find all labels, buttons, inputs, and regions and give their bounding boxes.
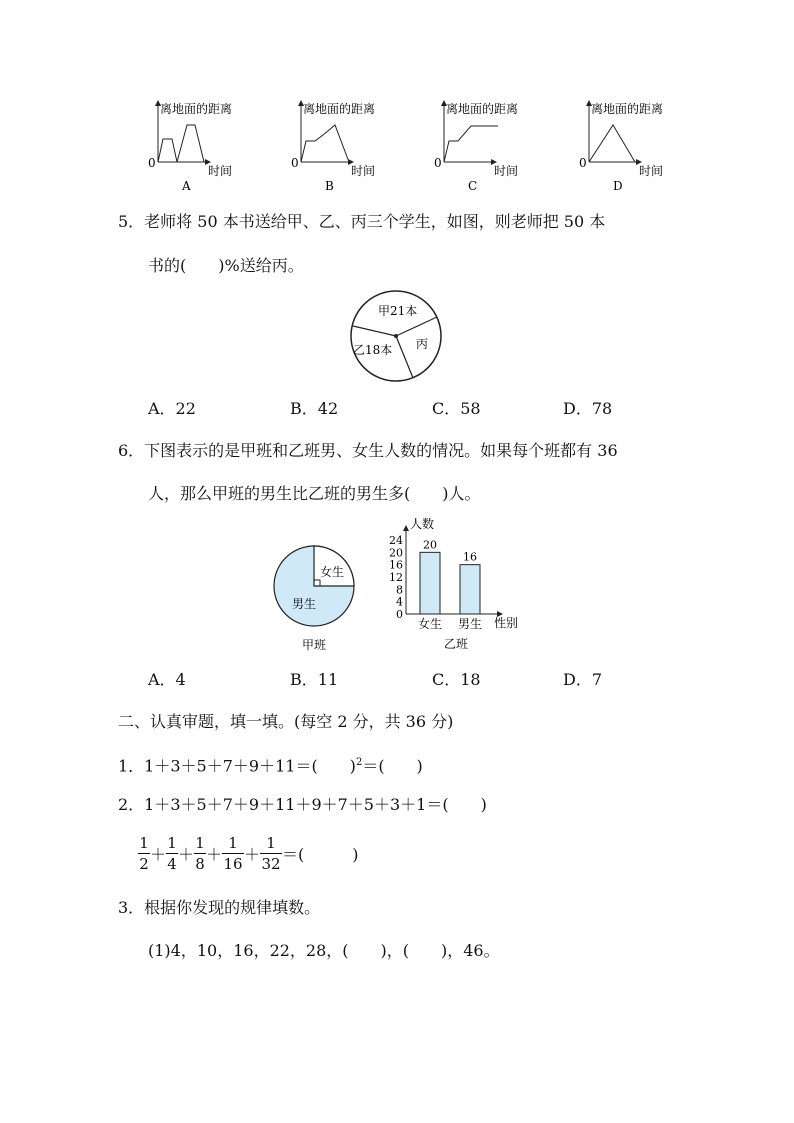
chart-xlabel: 性别 (494, 616, 519, 630)
graph-option-label: D (613, 179, 623, 193)
q6-line2: 人，那么甲班的男生比乙班的男生多( )人。 (148, 484, 481, 503)
y-tick-label: 20 (389, 546, 403, 560)
fraction-sum: 1 2 ＋ 1 4 ＋ 1 8 ＋ 1 16 ＋ 1 32 ＝( ) (139, 834, 359, 873)
fraction: 1 2 (139, 834, 149, 873)
graph-option-label: C (468, 179, 478, 193)
chart-caption: 乙班 (444, 637, 469, 651)
svg-text:0: 0 (579, 156, 587, 170)
q6-choice-b: B．11 (290, 670, 339, 689)
q6-choice-d: D．7 (563, 670, 603, 689)
bar-0 (420, 552, 440, 614)
y-tick-label: 0 (396, 608, 403, 621)
fraction: 1 16 (223, 834, 243, 873)
graph-option-label: B (325, 179, 334, 193)
y-tick-label: 8 (396, 583, 403, 597)
chart-ylabel: 人数 (410, 517, 435, 531)
y-tick-label: 4 (396, 595, 403, 609)
bar-1 (460, 565, 480, 614)
svg-text:离地面的距离: 离地面的距离 (303, 102, 376, 116)
svg-text:时间: 时间 (351, 164, 376, 178)
s2-q3: 3．根据你发现的规律填数。 (118, 898, 321, 917)
bar-value-label: 20 (423, 538, 437, 552)
svg-text:离地面的距离: 离地面的距离 (591, 102, 664, 116)
graph-x-label: 时间 (208, 164, 233, 178)
q5-choice-b: B．42 (290, 399, 339, 418)
q6-choice-c: C．18 (432, 670, 481, 689)
svg-text:0: 0 (434, 156, 442, 170)
fraction: 1 4 (167, 834, 177, 873)
pie-label-jia: 甲21本 (378, 304, 418, 318)
x-tick-label: 男生 (457, 617, 483, 631)
q5-choice-a: A．22 (148, 399, 196, 418)
pie-label-boys: 男生 (292, 597, 317, 611)
svg-text:离地面的距离: 离地面的距离 (446, 102, 519, 116)
graph-origin: 0 (148, 156, 156, 170)
q5-choice-c: C．58 (432, 399, 481, 418)
section2-header: 二、认真审题，填一填。(每空 2 分，共 36 分) (118, 712, 454, 731)
q6-class-yi-bar-chart (372, 514, 532, 654)
pie-label-yi: 乙18本 (353, 343, 393, 357)
q6-choice-a: A．4 (148, 670, 186, 689)
x-tick-label: 女生 (417, 617, 443, 631)
graph-a (148, 101, 232, 193)
y-tick-label: 12 (389, 571, 403, 584)
q5-line2: 书的( )%送给丙。 (148, 256, 304, 275)
q5-line1: 5．老师将 50 本书送给甲、乙、丙三个学生，如图，则老师把 50 本 (118, 212, 606, 231)
pie-label-girls: 女生 (320, 565, 345, 579)
q6-class-jia-pie (270, 544, 360, 656)
q5-pie-chart (345, 290, 447, 386)
svg-text:时间: 时间 (639, 164, 664, 178)
s2-q3-1: (1)4，10，16，22，28，( )，( )，46。 (148, 941, 500, 960)
svg-text:0: 0 (291, 156, 299, 170)
graph-option-label: A (182, 179, 191, 193)
bar-value-label: 16 (463, 550, 477, 564)
y-tick-label: 24 (389, 534, 403, 547)
fraction: 1 8 (195, 834, 205, 873)
s2-q2: 2．1＋3＋5＋7＋9＋11＋9＋7＋5＋3＋1＝( ) (118, 795, 487, 814)
distance-time-graphs (140, 95, 670, 195)
pie-caption: 甲班 (302, 638, 327, 652)
graph-d (579, 101, 663, 193)
svg-text:时间: 时间 (494, 164, 519, 178)
pie-label-bing: 丙 (416, 337, 429, 351)
graph-c (434, 101, 518, 193)
graph-b (291, 101, 375, 193)
graph-y-label: 离地面的距离 (160, 102, 233, 116)
y-tick-label: 16 (389, 558, 403, 572)
fraction: 1 32 (261, 834, 281, 873)
q6-line1: 6．下图表示的是甲班和乙班男、女生人数的情况。如果每个班都有 36 (118, 441, 618, 460)
q5-choice-d: D．78 (563, 399, 613, 418)
s2-q1: 1．1＋3＋5＋7＋9＋11＝( )$^2$＝( ) (118, 756, 423, 776)
